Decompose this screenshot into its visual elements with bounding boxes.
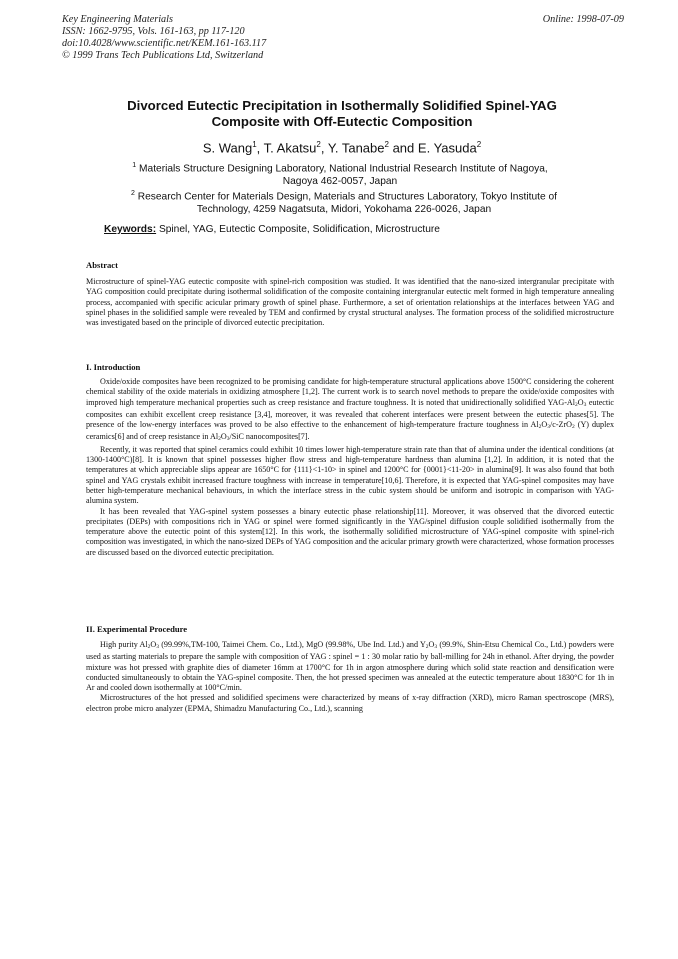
- author-3: Y. Tanabe: [327, 140, 385, 156]
- experimental-body: [86, 640, 614, 714]
- experimental-paragraph-2: Microstructures of the hot pressed and solidified specimens were characterized by means of x-ray diffraction (XRD), micro Raman spectroscope (MRS), electron probe micro analyzer (EPMA, Shimadzu Manufacturing Co., Ltd.), scanning: [86, 693, 614, 713]
- author-and: and: [392, 140, 415, 156]
- affiliation-1-marker: 1: [132, 162, 137, 169]
- author-4-affil: 2: [476, 140, 482, 149]
- online-date: Online: 1998-07-09: [542, 14, 624, 25]
- journal-header: [62, 14, 266, 62]
- author-1-affil: 1: [252, 140, 257, 149]
- abstract-paragraph: Microstructure of spinel-YAG eutectic composite with spinel-rich composition was studied. It was identified that the nano-sized intergranular precipitate with YAG composition could precipitate during isothermal solidification of the composite containing intergranular eutectic melt formed in high temperature annealing process, accompanied with specific acicular primary growth of spinel phase. Furthermore, a set of orientation relationships at the interfaces between YAG and spinel phases in the solidified sample were revealed by TEM and confirmed by crystal structural analyses. The formation process of the solidified microstructure was investigated based on the principle of divorced eutectic precipitation.: [86, 277, 614, 328]
- keywords-label: Keywords:: [104, 224, 157, 235]
- author-1: S. Wang: [202, 140, 253, 156]
- experimental-paragraph-1: High purity $Al_2O_3$ (99.99%,TM-100, Taimei Chem. Co., Ltd.), MgO (99.98%, Ube Ind. Ltd.) and $Y_2O_3$ (99.9%, Shin-Etsu Chemical Co., Ltd.) powders were used as starting materials to prepare the sample with composition of YAG : spinel = 1 : 30 molar ratio by ball-milling for 24h in ethanol. After drying, the powder mixture was hot pressed with graphite dies of diameter 16mm at 1700°C for 1h in argon atmosphere during which solid state reaction and densification were conducted simultaneously to obtain the YAG-spinel composite. Then, the hot pressed specimen was annealed at the eutectic temperature about 1830°C for 1h in Ar and cooled down isothermally at 100°C/min.: [86, 640, 614, 693]
- affiliation-2: [96, 187, 592, 216]
- keywords: [104, 224, 440, 235]
- introduction-heading: I. Introduction: [86, 362, 141, 372]
- author-3-affil: 2: [384, 140, 389, 149]
- issn-line: ISSN: 1662-9795, Vols. 161-163, pp 117-120: [62, 26, 245, 37]
- paper-title: [62, 98, 622, 130]
- affiliation-1-line-1: Materials Structure Designing Laboratory, National Industrial Research Institute of Nagoya,: [139, 163, 548, 175]
- title-line-1: Divorced Eutectic Precipitation in Isothermally Solidified Spinel-YAG: [127, 98, 557, 113]
- intro-paragraph-3: It has been revealed that YAG-spinel system possesses a binary eutectic phase relationship[11]. Moreover, it was observed that the divorced eutectic precipitates (DEPs) with compositions rich in YAG or spinel were formed significantly in the YAG/spinel diffusion couple solidified isothermally from the temperature above the eutectic point of this system[12]. In this work, the isothermally solidified microstructure of YAG-spinel composite with spinel-rich composition was investigated, in which the nano-sized DEPs of YAG composition and the acicular primary growth were characterized, whose formation processes are discussed based on the divorced eutectic precipitation.: [86, 506, 614, 557]
- keywords-text: Spinel, YAG, Eutectic Composite, Solidification, Microstructure: [158, 224, 440, 235]
- abstract-body: [86, 277, 614, 328]
- intro-paragraph-2: Recently, it was reported that spinel ceramics could exhibit 10 times lower high-temperature strain rate than that of alumina under the identical conditions (at 1300-1400°C)[8]. It is known that spinel possesses higher flow stress and high-temperature hardness than alumina [1,2]. In addition, it is noted that the temperatures at which appreciable slips appear are 1650°C for {111}<1-10> in spinel and 1200°C for {0001}<11-20> in alumina[9]. It was also found that both spinel and YAG crystals exhibit increased fracture toughness with increase in temperature[10,6]. Therefore, it is expected that YAG-spinel composites may have better high-temperature mechanical behaviours, in which the interface stress in the cubic system should be uniform and isotropic in comparison with YAG-alumina system.: [86, 444, 614, 506]
- author-2-affil: 2: [316, 140, 321, 149]
- author-4: E. Yasuda: [417, 140, 477, 156]
- doi-link[interactable]: doi:10.4028/www.scientific.net/KEM.161-163.117: [62, 38, 267, 49]
- affiliation-2-line-1: Research Center for Materials Design, Materials and Structures Laboratory, Tokyo Institute of: [137, 191, 557, 203]
- introduction-body: [86, 377, 614, 558]
- affiliation-1-line-2: Nagoya 462-0057, Japan: [282, 176, 398, 188]
- author-list: S. Wang$^1$, T. Akatsu$^2$, Y. Tanabe$^2$ and E. Yasuda$^2$: [202, 140, 482, 156]
- affiliation-2-line-2: Technology, 4259 Nagatsuta, Midori, Yokohama 226-0026, Japan: [196, 204, 492, 216]
- abstract-heading: Abstract: [86, 260, 118, 270]
- journal-name: Key Engineering Materials: [62, 14, 173, 25]
- affiliation-1: [100, 159, 580, 188]
- title-line-2: Composite with Off-Eutectic Composition: [211, 114, 473, 129]
- experimental-heading: II. Experimental Procedure: [86, 624, 188, 634]
- copyright-line: © 1999 Trans Tech Publications Ltd, Switzerland: [62, 50, 264, 61]
- affiliation-2-marker: 2: [131, 190, 135, 197]
- intro-paragraph-1: Oxide/oxide composites have been recognized to be promising candidate for high-temperature structural applications above 1500°C considering the coherent chemical stability of the oxide materials in oxidizing atmosphere [1,2]. The current work is to search novel methods to prepare the oxide/oxide composites with improved high temperature mechanical properties such as creep resistance and fracture toughness. It is noted that unidirectionally solidified YAG-$Al_2O_3$ eutectic composites can exhibit excellent creep resistance [3,4], moreover, it was revealed that coherent interfaces were present between the eutectic phases[5]. The presence of the low-energy interfaces was proved to be also effective to the enhancement of high-temperature fracture toughness in $Al_2O_3/c-ZrO_2$ (Y) duplex ceramics[6] and of creep resistance in $Al_2O_3$/SiC nanocomposites[7].: [86, 377, 614, 443]
- author-2: T. Akatsu: [263, 140, 317, 156]
